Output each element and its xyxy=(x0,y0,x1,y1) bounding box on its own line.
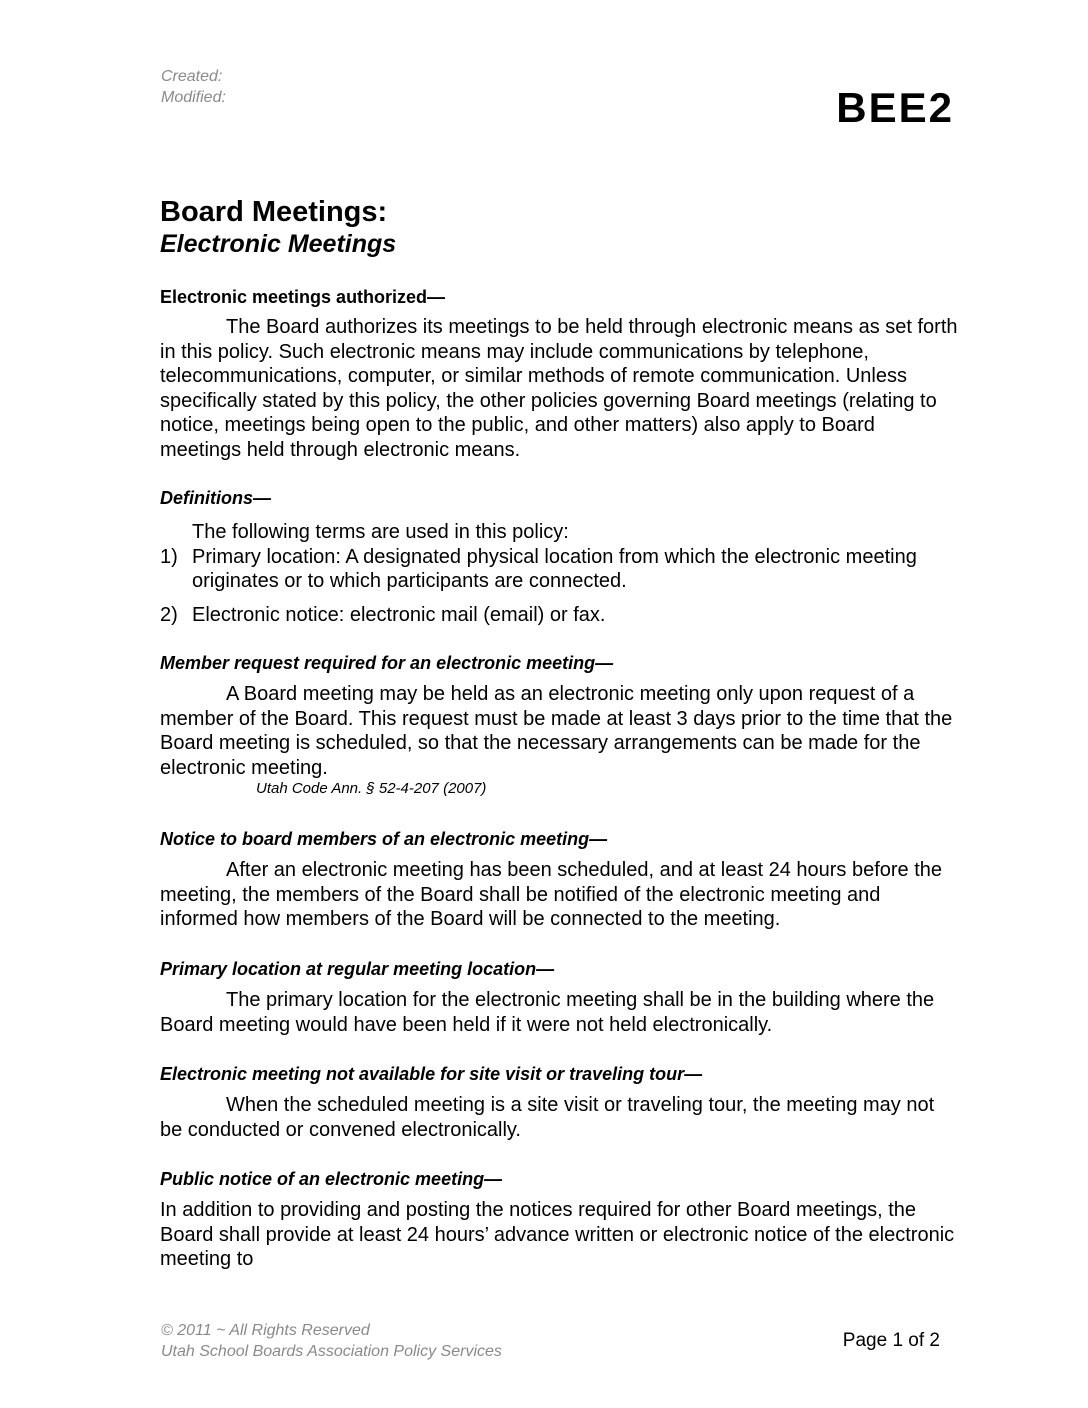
section-not-available xyxy=(160,1063,960,1142)
section-heading: Primary location at regular meeting location— xyxy=(160,959,555,979)
section-heading: Member request required for an electronic meeting— xyxy=(160,653,614,673)
section-paragraph: In addition to providing and posting the notices required for other Board meetings, the Board shall provide at least 24 hours’ advance written or electronic notice of the electronic meeting to xyxy=(160,1199,955,1271)
section-heading: Definitions— xyxy=(160,488,271,508)
section-notice-members xyxy=(160,828,960,932)
section-heading: Notice to board members of an electronic meeting— xyxy=(160,829,608,849)
title-sub: Electronic Meetings xyxy=(160,230,397,258)
section-primary-location xyxy=(160,958,960,1037)
definitions-intro: The following terms are used in this policy: xyxy=(192,521,569,543)
modified-label: Modified: xyxy=(161,89,226,106)
item-number: 2) xyxy=(160,603,178,626)
copyright-text: © 2011 ~ All Rights Reserved xyxy=(161,1322,370,1339)
page-number: Page 1 of 2 xyxy=(842,1330,940,1351)
section-paragraph: The Board authorizes its meetings to be held through electronic means as set forth in this policy. Such electronic means may include communications by telephone, telecommunications, computer, or similar methods of remote communication. Unless specifically stated by this policy, the other policies governing Board meetings (relating to notice, meetings being open to the public, and other matters) also apply to Board meetings held through electronic means. xyxy=(160,316,958,461)
created-label: Created: xyxy=(161,68,223,85)
section-heading: Electronic meeting not available for site visit or traveling tour— xyxy=(160,1064,703,1084)
section-public-notice xyxy=(160,1168,960,1272)
section-paragraph: The primary location for the electronic meeting shall be in the building where the Board meeting would have been held if it were not held electronically. xyxy=(160,989,935,1036)
title-main: Board Meetings: xyxy=(160,196,388,228)
section-member-request xyxy=(160,652,960,798)
document-title xyxy=(160,195,396,259)
section-paragraph: When the scheduled meeting is a site visit or traveling tour, the meeting may not be conducted or convened electronically. xyxy=(160,1094,935,1141)
organization-text: Utah School Boards Association Policy Services xyxy=(161,1343,502,1360)
section-heading: Public notice of an electronic meeting— xyxy=(160,1169,503,1189)
footer-copyright xyxy=(161,1320,502,1362)
item-text: Electronic notice: electronic mail (email) or fax. xyxy=(192,603,606,626)
list-item xyxy=(160,545,960,594)
document-meta xyxy=(161,66,226,108)
item-text: Primary location: A designated physical location from which the electronic meeting originates or to which participants are connected. xyxy=(192,545,917,593)
citation: Utah Code Ann. § 52-4-207 (2007) xyxy=(256,780,487,798)
section-heading: Electronic meetings authorized— xyxy=(160,287,446,307)
section-paragraph: After an electronic meeting has been scheduled, and at least 24 hours before the meeting, the members of the Board shall be notified of the electronic meeting and informed how members of the Board will be connected to the meeting. xyxy=(160,859,943,931)
policy-code: BEE2 xyxy=(836,84,954,131)
item-number: 1) xyxy=(160,545,178,568)
list-item xyxy=(160,603,960,628)
definitions-list xyxy=(160,545,960,628)
section-definitions xyxy=(160,487,960,627)
section-paragraph: A Board meeting may be held as an electronic meeting only upon request of a member of the Board. This request must be made at least 3 days prior to the time that the Board meeting is scheduled, so that the necessary arrangements can be made for the electronic meeting. xyxy=(160,683,953,779)
section-authorized xyxy=(160,286,960,463)
